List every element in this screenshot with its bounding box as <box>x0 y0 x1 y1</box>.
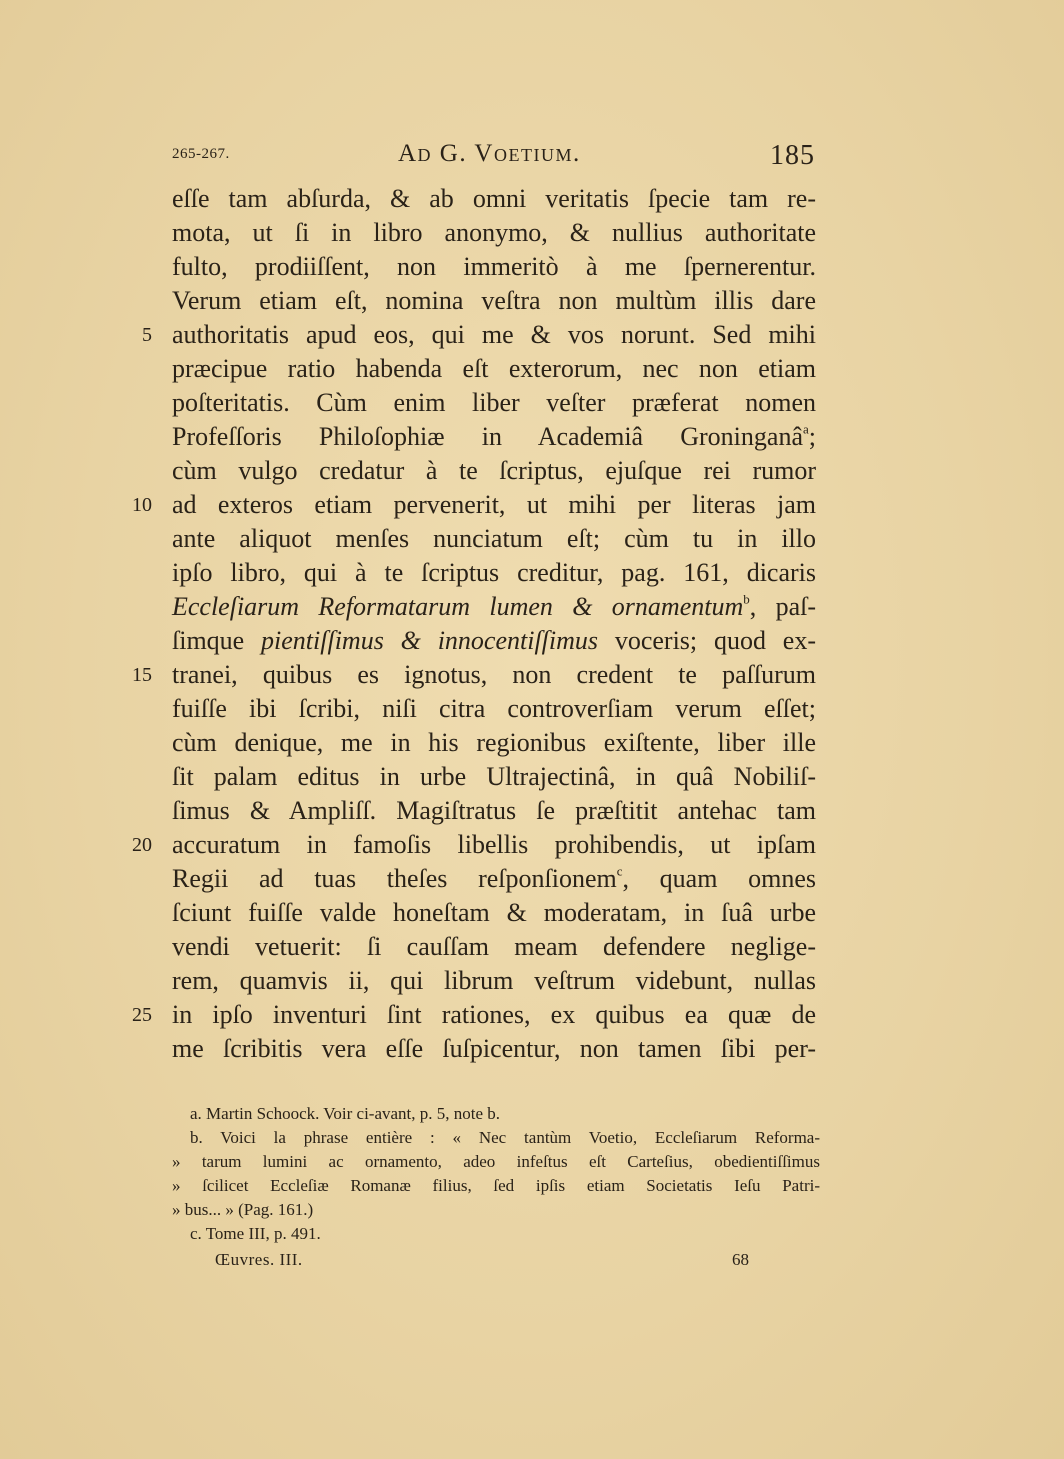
footnote-ref-b: b <box>743 591 750 607</box>
footnote-b: b. Voici la phrase entière : « Nec tantùm Voetio, Eccleſiarum Reforma- <box>190 1128 820 1147</box>
text-line: ſciunt fuiſſe valde honeſtam & moderatam, in ſuâ urbe <box>172 898 816 927</box>
footnote-ref-c: c <box>616 863 623 879</box>
text-line: cùm vulgo credatur à te ſcriptus, ejuſque rei rumor <box>172 456 816 485</box>
text-line: tranei, quibus es ignotus, non credent te paſſurum <box>172 660 816 689</box>
footnote-ref-a: a <box>802 421 809 437</box>
text-segment: ſimque <box>172 626 245 655</box>
text-segment: , paſ- <box>749 592 816 621</box>
text-line: cùm denique, me in his regionibus exiſtente, liber ille <box>172 728 816 757</box>
text-segment: , quam omnes <box>622 864 816 893</box>
text-line: ſimus & Ampliſſ. Magiſtratus ſe præſtitit antehac tam <box>172 796 816 825</box>
signature-mark: Œuvres. III. <box>215 1250 303 1269</box>
text-line <box>172 590 816 624</box>
signature-number: 68 <box>732 1250 749 1269</box>
text-line <box>172 624 816 658</box>
text-line: fulto, prodiiſſent, non immeritò à me ſpernerentur. <box>172 252 816 281</box>
text-line: Verum etiam eſt, nomina veſtra non multùm illis dare <box>172 286 816 315</box>
text-segment: Regii ad tuas theſes reſponſionem <box>172 864 617 893</box>
page-range: 265-267. <box>172 146 230 162</box>
text-line: me ſcribitis vera eſſe ſuſpicentur, non tamen ſibi per- <box>172 1034 816 1063</box>
footnote-b-continued: » ſcilicet Eccleſiæ Romanæ filius, ſed ipſis etiam Societatis Ieſu Patri- <box>172 1176 820 1195</box>
text-line: fuiſſe ibi ſcribi, niſi citra controverſiam verum eſſet; <box>172 694 816 723</box>
line-number: 25 <box>132 1004 152 1026</box>
text-line <box>172 862 816 896</box>
footnote-b-continued: » bus... » (Pag. 161.) <box>172 1200 314 1219</box>
text-line: accuratum in famoſis libellis prohibendis, ut ipſam <box>172 830 816 859</box>
text-line: ipſo libro, qui à te ſcriptus creditur, pag. 161, dicaris <box>172 558 816 587</box>
line-number: 5 <box>142 324 152 346</box>
running-head <box>0 140 1064 170</box>
text-line: præcipue ratio habenda eſt exterorum, nec non etiam <box>172 354 816 383</box>
text-line: mota, ut ſi in libro anonymo, & nullius authoritate <box>172 218 816 247</box>
running-title: Ad G. Voetium. <box>398 140 581 167</box>
italic-segment: Eccleſiarum Reformatarum lumen & ornamentum <box>172 592 744 621</box>
footnote-a: a. Martin Schoock. Voir ci-avant, p. 5, note b. <box>190 1104 501 1123</box>
text-line: rem, quamvis ii, qui librum veſtrum videbunt, nullas <box>172 966 816 995</box>
text-segment: ; <box>808 422 816 451</box>
line-number: 10 <box>132 494 152 516</box>
text-segment: Profeſſoris Philoſophiæ in Academiâ Groninganâ <box>172 422 803 451</box>
text-line: poſteritatis. Cùm enim liber veſter præferat nomen <box>172 388 816 417</box>
line-number: 20 <box>132 834 152 856</box>
text-line: eſſe tam abſurda, & ab omni veritatis ſpecie tam re- <box>172 184 816 213</box>
text-line: ſit palam editus in urbe Ultrajectinâ, in quâ Nobiliſ- <box>172 762 816 791</box>
text-line: authoritatis apud eos, qui me & vos norunt. Sed mihi <box>172 320 816 349</box>
footnote-b-continued: » tarum lumini ac ornamento, adeo infeſtus eſt Carteſius, obedientiſſimus <box>172 1152 820 1171</box>
text-line: ante aliquot menſes nunciatum eſt; cùm tu in illo <box>172 524 816 553</box>
text-segment: voceris; quod ex- <box>598 626 816 655</box>
folio-number: 185 <box>770 140 815 171</box>
italic-segment: pientiſſimus & innocentiſſimus <box>261 626 599 655</box>
text-line: vendi vetuerit: ſi cauſſam meam defendere neglige- <box>172 932 816 961</box>
text-line: ad exteros etiam pervenerit, ut mihi per literas jam <box>172 490 816 519</box>
text-line: in ipſo inventuri ſint rationes, ex quibus ea quæ de <box>172 1000 816 1029</box>
footnote-c: c. Tome III, p. 491. <box>190 1224 321 1243</box>
line-number: 15 <box>132 664 152 686</box>
text-line <box>172 420 816 454</box>
